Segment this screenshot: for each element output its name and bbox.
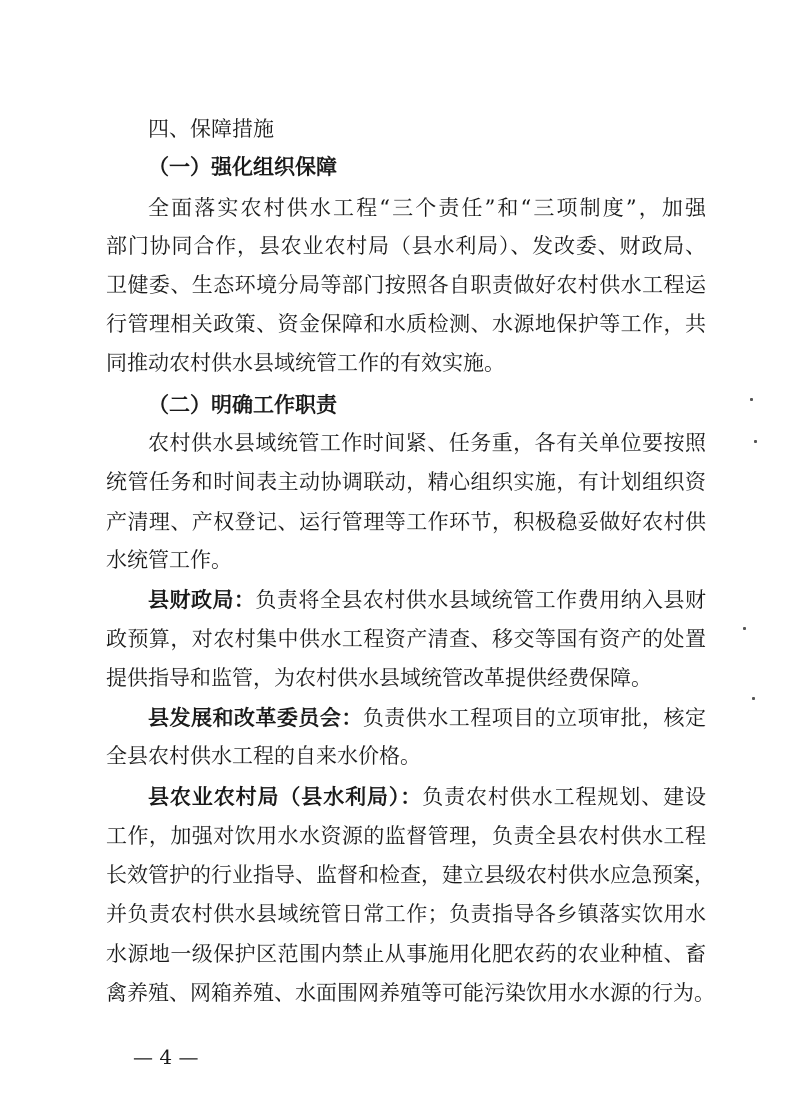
paragraph-5-line: 禽养殖、网箱养殖、水面围网养殖等可能污染饮用水水源的行为。 xyxy=(106,981,715,1005)
paragraph-5-line: 并负责农村供水县域统管日常工作；负责指导各乡镇落实饮用水 xyxy=(106,902,706,926)
duty-lead-agriculture: 县农业农村局（县水利局）： xyxy=(148,784,423,809)
paragraph-1-line: 行管理相关政策、资金保障和水质检测、水源地保护等工作，共 xyxy=(106,312,706,336)
subheading-2: （二）明确工作职责 xyxy=(148,392,337,417)
paragraph-4-first-line xyxy=(148,703,706,733)
duty-text: 负责农村供水工程规划、建设 xyxy=(422,785,707,809)
paragraph-2-line: 水统管工作。 xyxy=(106,548,232,572)
scan-speck xyxy=(750,398,753,401)
paragraph-2-line: 产清理、产权登记、运行管理等工作环节，积极稳妥做好农村供 xyxy=(106,510,706,534)
subheading-1: （一）强化组织保障 xyxy=(148,154,337,179)
duty-lead-finance: 县财政局： xyxy=(148,587,256,612)
paragraph-3-line: 提供指导和监管，为农村供水县域统管改革提供经费保障。 xyxy=(106,666,652,690)
paragraph-4-line: 全县农村供水工程的自来水价格。 xyxy=(106,744,421,768)
paragraph-1-line: 卫健委、生态环境分局等部门按照各自职责做好农村供水工程运 xyxy=(106,273,706,297)
section-heading: 四、保障措施 xyxy=(148,117,274,141)
paragraph-5-first-line xyxy=(148,782,706,812)
paragraph-1-line: 同推动农村供水县域统管工作的有效实施。 xyxy=(106,351,505,375)
paragraph-1-line: 全面落实农村供水工程“三个责任”和“三项制度”，加强 xyxy=(148,196,706,220)
duty-text: 负责将全县农村供水县域统管工作费用纳入县财 xyxy=(255,588,707,612)
paragraph-1-line: 部门协同合作，县农业农村局（县水利局）、发改委、财政局、 xyxy=(106,234,706,258)
paragraph-2-line: 农村供水县域统管工作时间紧、任务重，各有关单位要按照 xyxy=(148,431,706,455)
scan-speck xyxy=(754,440,757,443)
page-number: — 4 — xyxy=(133,1045,199,1069)
paragraph-2-line: 统管任务和时间表主动协调联动，精心组织实施，有计划组织资 xyxy=(106,470,706,494)
duty-lead-reform: 县发展和改革委员会： xyxy=(148,705,363,730)
paragraph-5-line: 水源地一级保护区范围内禁止从事施用化肥农药的农业种植、畜 xyxy=(106,942,706,966)
paragraph-3-line: 政预算，对农村集中供水工程资产清查、移交等国有资产的处置 xyxy=(106,627,706,651)
scan-speck xyxy=(752,697,755,700)
paragraph-5-line: 工作，加强对饮用水水资源的监督管理，负责全县农村供水工程 xyxy=(106,824,706,848)
scan-speck xyxy=(743,627,746,630)
paragraph-5-line: 长效管护的行业指导、监督和检查，建立县级农村供水应急预案， xyxy=(106,863,715,887)
duty-text: 负责供水工程项目的立项审批，核定 xyxy=(362,706,707,730)
paragraph-3-first-line xyxy=(148,585,706,615)
